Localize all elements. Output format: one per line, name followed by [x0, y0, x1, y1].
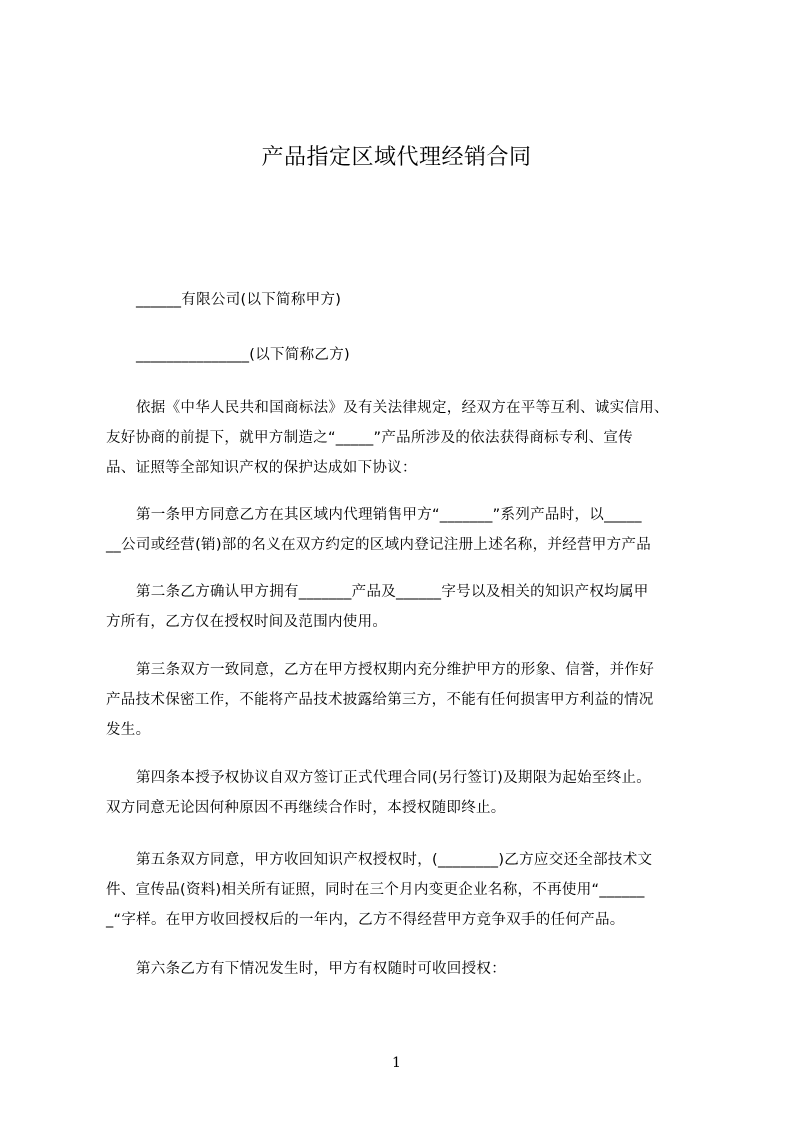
article-6-paragraph	[106, 954, 706, 984]
preamble-line-2: 友好协商的前提下，就甲方制造之“_____”产品所涉及的依法获得商标专利、宣传	[106, 430, 633, 446]
article-2-paragraph	[106, 577, 706, 637]
article-3-line-3: 发生。	[106, 722, 151, 738]
article-6-line-1: 第六条乙方有下情况发生时，甲方有权随时可收回授权：	[136, 961, 506, 977]
preamble-line-1: 依据《中华人民共和国商标法》及有关法律规定，经双方在平等互利、诚实信用、	[136, 400, 669, 416]
party-a-text: ______有限公司(以下简称甲方)	[136, 292, 342, 308]
article-3-line-2: 产品技术保密工作，不能将产品技术披露给第三方，不能有任何损害甲方利益的情况	[106, 692, 654, 708]
article-3-line-1: 第三条双方一致同意，乙方在甲方授权期内充分维护甲方的形象、信誉，并作好	[136, 662, 654, 678]
article-2-line-2: 方所有，乙方仅在授权时间及范围内使用。	[106, 614, 388, 630]
article-3-paragraph	[106, 655, 706, 745]
article-5-line-3: _“字样。在甲方收回授权后的一年内，乙方不得经营甲方竞争双手的任何产品。	[106, 912, 625, 928]
preamble-paragraph	[106, 393, 706, 483]
party-a-line	[106, 285, 706, 315]
document-title: 产品指定区域代理经销合同	[261, 145, 532, 170]
article-5-line-1: 第五条双方同意，甲方收回知识产权授权时，(________)乙方应交还全部技术文	[136, 852, 653, 868]
page-number: 1	[392, 1055, 401, 1071]
article-1-line-2: __公司或经营(销)部的名义在双方约定的区域内登记注册上述名称，并经营甲方产品	[106, 537, 652, 553]
article-4-line-2: 双方同意无论因何种原因不再继续合作时，本授权随即终止。	[106, 800, 506, 816]
article-4-line-1: 第四条本授予权协议自双方签订正式代理合同(另行签订)及期限为起始至终止。	[136, 770, 652, 786]
article-5-paragraph	[106, 845, 706, 935]
article-1-line-1: 第一条甲方同意乙方在其区域内代理销售甲方“_______”系列产品时，以_____	[136, 507, 642, 523]
article-2-line-1: 第二条乙方确认甲方拥有_______产品及______字号以及相关的知识产权均属甲	[136, 584, 649, 600]
party-b-text: _______________(以下简称乙方)	[136, 347, 350, 363]
article-5-line-2: 件、宣传品(资料)相关所有证照，同时在三个月内变更企业名称，不再使用“______	[106, 882, 645, 898]
article-1-paragraph	[106, 500, 706, 560]
article-4-paragraph	[106, 763, 706, 823]
preamble-line-3: 品、证照等全部知识产权的保护达成如下协议：	[106, 460, 417, 476]
party-b-line	[106, 340, 706, 370]
